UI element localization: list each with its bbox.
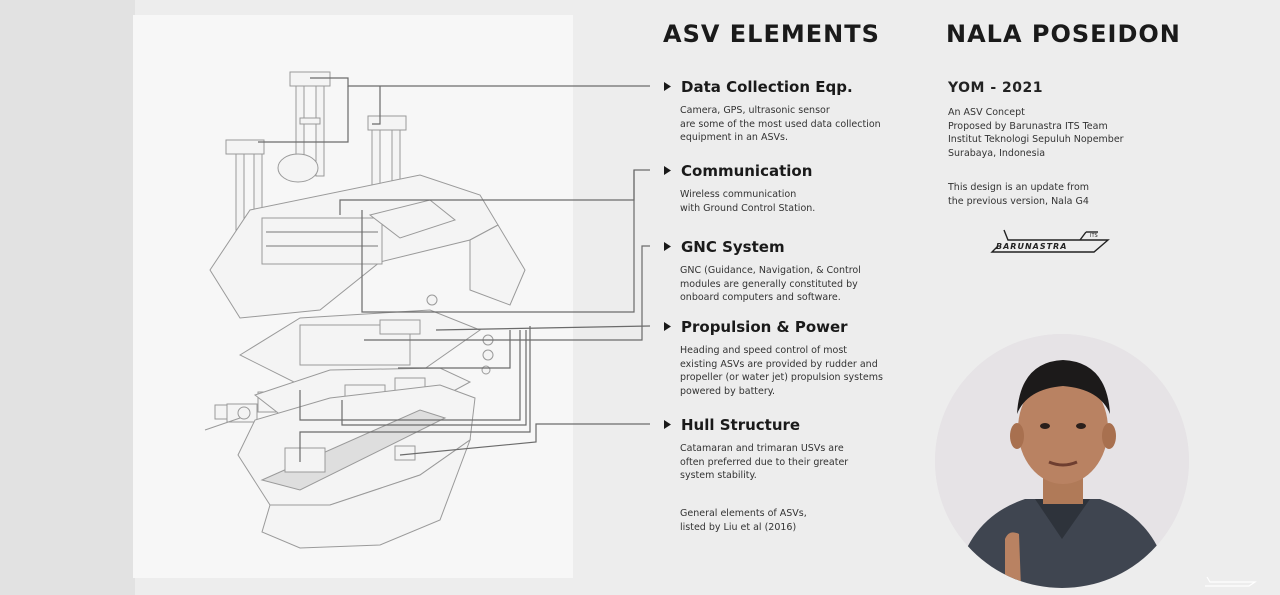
section-title: GNC System (681, 238, 785, 256)
electronics-box (262, 218, 382, 264)
section-description: Wireless communication with Ground Control Station. (680, 189, 816, 214)
section-communication (663, 162, 923, 215)
source-footnote: General elements of ASVs, listed by Liu et al (2016) (680, 508, 807, 533)
section-description: Camera, GPS, ultrasonic sensor are some of the most used data collection equipment in an ASVs. (680, 105, 881, 143)
project-about: An ASV Concept Proposed by Barunastra ITS Team Institut Teknologi Sepuluh Nopember Surabaya, Indonesia (948, 107, 1124, 159)
section-title: Hull Structure (681, 416, 801, 434)
section-propulsion-power (663, 318, 923, 398)
deck-side (470, 225, 525, 305)
presenter-figure (935, 334, 1189, 588)
section-description: GNC (Guidance, Navigation, & Control modules are generally constituted by onboard computers and software. (680, 265, 861, 303)
section-description: Heading and speed control of most existing ASVs are provided by rudder and propeller (or water jet) propulsion systems powered by battery. (680, 345, 883, 397)
barunastra-ship-logo (990, 226, 1115, 258)
section-gnc-system (663, 238, 923, 305)
camera-dome (278, 154, 318, 182)
section-hull-structure (663, 416, 923, 483)
project-heading: NALA POSEIDON (946, 20, 1181, 48)
section-title: Communication (681, 162, 813, 180)
logo-sub: ITS (1090, 233, 1098, 239)
section-title: Data Collection Eqp. (681, 78, 853, 96)
update-note: This design is an update from the previous version, Nala G4 (948, 182, 1090, 207)
corner-ship-icon (1203, 574, 1259, 588)
section-title: Propulsion & Power (681, 318, 848, 336)
asv-elements-heading: ASV ELEMENTS (663, 20, 880, 48)
barunastra-logo (990, 226, 1115, 258)
section-description: Catamaran and trimaran USVs are often preferred due to their greater system stability. (680, 443, 849, 481)
logo-wordmark: BARUNASTRA (996, 242, 1068, 251)
yom-label: YOM - 2021 (948, 80, 1043, 96)
presenter-avatar (935, 334, 1189, 588)
section-data-collection (663, 78, 923, 145)
